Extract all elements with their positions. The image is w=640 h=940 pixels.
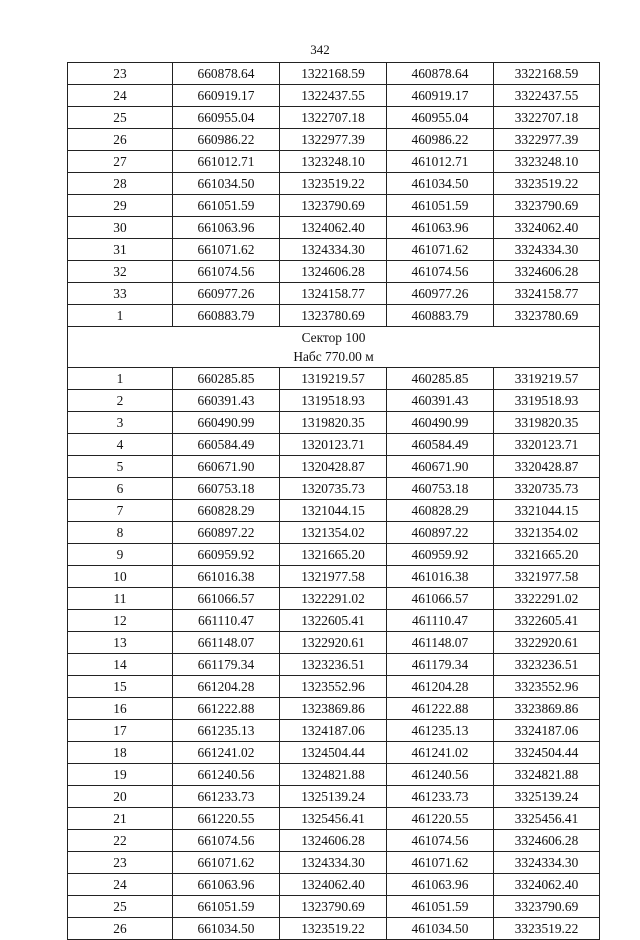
y-local-cell: 3325456.41 [494,808,600,830]
y-local-cell: 3323236.51 [494,654,600,676]
table-row [68,129,600,151]
x-coordinate-cell: 661074.56 [173,261,280,283]
y-coordinate-cell: 1324334.30 [280,852,387,874]
y-coordinate-cell: 1322291.02 [280,588,387,610]
x-coordinate-cell: 660671.90 [173,456,280,478]
table-row [68,610,600,632]
y-local-cell: 3321665.20 [494,544,600,566]
y-local-cell: 3324606.28 [494,261,600,283]
y-coordinate-cell: 1321977.58 [280,566,387,588]
y-coordinate-cell: 1322707.18 [280,107,387,129]
table-row [68,283,600,305]
x-coordinate-cell: 661051.59 [173,896,280,918]
y-local-cell: 3324334.30 [494,239,600,261]
y-local-cell: 3324606.28 [494,830,600,852]
y-coordinate-cell: 1324504.44 [280,742,387,764]
x-coordinate-cell: 660490.99 [173,412,280,434]
table-row [68,918,600,940]
section-title: Сектор 100 [301,330,366,345]
y-coordinate-cell: 1324334.30 [280,239,387,261]
y-coordinate-cell: 1321044.15 [280,500,387,522]
y-coordinate-cell: 1324187.06 [280,720,387,742]
point-number-cell: 32 [68,261,173,283]
y-local-cell: 3322437.55 [494,85,600,107]
point-number-cell: 28 [68,173,173,195]
y-local-cell: 3319518.93 [494,390,600,412]
point-number-cell: 26 [68,129,173,151]
point-number-cell: 30 [68,217,173,239]
x-coordinate-cell: 661110.47 [173,610,280,632]
x-coordinate-cell: 660883.79 [173,305,280,327]
section-cell [68,327,600,368]
x-local-cell: 460919.17 [387,85,494,107]
x-coordinate-cell: 661222.88 [173,698,280,720]
x-coordinate-cell: 660977.26 [173,283,280,305]
point-number-cell: 8 [68,522,173,544]
y-coordinate-cell: 1319219.57 [280,368,387,390]
point-number-cell: 7 [68,500,173,522]
section-header [68,327,600,368]
y-local-cell: 3322977.39 [494,129,600,151]
point-number-cell: 29 [68,195,173,217]
table-row [68,151,600,173]
y-local-cell: 3322291.02 [494,588,600,610]
y-coordinate-cell: 1322437.55 [280,85,387,107]
x-local-cell: 461222.88 [387,698,494,720]
x-local-cell: 461051.59 [387,896,494,918]
y-coordinate-cell: 1325456.41 [280,808,387,830]
point-number-cell: 9 [68,544,173,566]
x-coordinate-cell: 661034.50 [173,173,280,195]
point-number-cell: 24 [68,874,173,896]
x-coordinate-cell: 660285.85 [173,368,280,390]
x-local-cell: 461074.56 [387,261,494,283]
y-coordinate-cell: 1322605.41 [280,610,387,632]
point-number-cell: 22 [68,830,173,852]
table-row [68,412,600,434]
table-row [68,456,600,478]
x-coordinate-cell: 661241.02 [173,742,280,764]
x-local-cell: 461034.50 [387,173,494,195]
section-row [68,327,600,368]
x-local-cell: 460285.85 [387,368,494,390]
table-row [68,500,600,522]
point-number-cell: 11 [68,588,173,610]
table-row [68,720,600,742]
y-coordinate-cell: 1319518.93 [280,390,387,412]
y-coordinate-cell: 1324062.40 [280,874,387,896]
x-coordinate-cell: 660986.22 [173,129,280,151]
page-number: 342 [310,42,330,57]
x-coordinate-cell: 661240.56 [173,764,280,786]
table-row [68,654,600,676]
y-coordinate-cell: 1323780.69 [280,305,387,327]
y-local-cell: 3325139.24 [494,786,600,808]
point-number-cell: 15 [68,676,173,698]
y-coordinate-cell: 1324821.88 [280,764,387,786]
table-row [68,566,600,588]
y-coordinate-cell: 1324158.77 [280,283,387,305]
x-coordinate-cell: 660919.17 [173,85,280,107]
y-local-cell: 3321354.02 [494,522,600,544]
table-row [68,305,600,327]
table-row [68,896,600,918]
table-row [68,173,600,195]
x-coordinate-cell: 661016.38 [173,566,280,588]
y-local-cell: 3320735.73 [494,478,600,500]
y-coordinate-cell: 1323552.96 [280,676,387,698]
point-number-cell: 26 [68,918,173,940]
y-coordinate-cell: 1321354.02 [280,522,387,544]
x-coordinate-cell: 660584.49 [173,434,280,456]
table-row [68,698,600,720]
x-local-cell: 461179.34 [387,654,494,676]
table-row [68,808,600,830]
table-row [68,522,600,544]
y-local-cell: 3323869.86 [494,698,600,720]
section-height: Набс 770.00 м [293,349,374,364]
x-local-cell: 461016.38 [387,566,494,588]
x-local-cell: 461012.71 [387,151,494,173]
x-local-cell: 460753.18 [387,478,494,500]
y-coordinate-cell: 1321665.20 [280,544,387,566]
x-coordinate-cell: 661071.62 [173,852,280,874]
x-local-cell: 461071.62 [387,852,494,874]
table-row [68,830,600,852]
table-body-bottom [68,368,600,940]
table-row [68,239,600,261]
x-local-cell: 460584.49 [387,434,494,456]
table-row [68,195,600,217]
y-local-cell: 3324187.06 [494,720,600,742]
x-local-cell: 460977.26 [387,283,494,305]
y-local-cell: 3324504.44 [494,742,600,764]
y-coordinate-cell: 1323519.22 [280,918,387,940]
table-row [68,544,600,566]
x-coordinate-cell: 661179.34 [173,654,280,676]
y-local-cell: 3324334.30 [494,852,600,874]
x-local-cell: 461204.28 [387,676,494,698]
point-number-cell: 25 [68,896,173,918]
x-coordinate-cell: 660878.64 [173,63,280,85]
y-local-cell: 3323780.69 [494,305,600,327]
table-row [68,852,600,874]
x-local-cell: 460828.29 [387,500,494,522]
x-coordinate-cell: 661063.96 [173,874,280,896]
point-number-cell: 4 [68,434,173,456]
x-coordinate-cell: 661066.57 [173,588,280,610]
table-row [68,874,600,896]
x-local-cell: 461241.02 [387,742,494,764]
point-number-cell: 1 [68,305,173,327]
y-coordinate-cell: 1322977.39 [280,129,387,151]
table-row [68,786,600,808]
point-number-cell: 21 [68,808,173,830]
point-number-cell: 23 [68,852,173,874]
point-number-cell: 18 [68,742,173,764]
y-local-cell: 3323519.22 [494,918,600,940]
point-number-cell: 6 [68,478,173,500]
x-coordinate-cell: 660897.22 [173,522,280,544]
y-coordinate-cell: 1323236.51 [280,654,387,676]
x-local-cell: 460490.99 [387,412,494,434]
table-row [68,764,600,786]
x-local-cell: 460955.04 [387,107,494,129]
y-local-cell: 3322920.61 [494,632,600,654]
point-number-cell: 27 [68,151,173,173]
table-row [68,368,600,390]
point-number-cell: 2 [68,390,173,412]
y-coordinate-cell: 1323519.22 [280,173,387,195]
y-coordinate-cell: 1322168.59 [280,63,387,85]
y-local-cell: 3322168.59 [494,63,600,85]
point-number-cell: 10 [68,566,173,588]
x-local-cell: 461066.57 [387,588,494,610]
y-local-cell: 3324821.88 [494,764,600,786]
x-coordinate-cell: 660753.18 [173,478,280,500]
x-local-cell: 461148.07 [387,632,494,654]
x-local-cell: 460986.22 [387,129,494,151]
x-local-cell: 461220.55 [387,808,494,830]
table-row [68,434,600,456]
x-local-cell: 461235.13 [387,720,494,742]
table-row [68,742,600,764]
y-local-cell: 3323552.96 [494,676,600,698]
x-local-cell: 461063.96 [387,874,494,896]
y-local-cell: 3320123.71 [494,434,600,456]
y-coordinate-cell: 1323790.69 [280,195,387,217]
point-number-cell: 1 [68,368,173,390]
table-row [68,217,600,239]
point-number-cell: 3 [68,412,173,434]
y-coordinate-cell: 1320123.71 [280,434,387,456]
table-row [68,261,600,283]
coordinates-table [67,62,600,940]
y-coordinate-cell: 1322920.61 [280,632,387,654]
x-coordinate-cell: 660828.29 [173,500,280,522]
y-local-cell: 3323519.22 [494,173,600,195]
point-number-cell: 31 [68,239,173,261]
y-local-cell: 3319219.57 [494,368,600,390]
point-number-cell: 25 [68,107,173,129]
point-number-cell: 17 [68,720,173,742]
y-local-cell: 3323248.10 [494,151,600,173]
table-row [68,85,600,107]
x-local-cell: 461034.50 [387,918,494,940]
x-local-cell: 461233.73 [387,786,494,808]
x-coordinate-cell: 661034.50 [173,918,280,940]
table-row [68,390,600,412]
point-number-cell: 20 [68,786,173,808]
y-coordinate-cell: 1323790.69 [280,896,387,918]
x-local-cell: 461063.96 [387,217,494,239]
point-number-cell: 12 [68,610,173,632]
y-coordinate-cell: 1323248.10 [280,151,387,173]
x-coordinate-cell: 661235.13 [173,720,280,742]
x-local-cell: 460878.64 [387,63,494,85]
x-local-cell: 460883.79 [387,305,494,327]
x-local-cell: 461110.47 [387,610,494,632]
x-coordinate-cell: 661063.96 [173,217,280,239]
x-coordinate-cell: 661074.56 [173,830,280,852]
x-local-cell: 461051.59 [387,195,494,217]
x-coordinate-cell: 660391.43 [173,390,280,412]
x-local-cell: 460959.92 [387,544,494,566]
table-row [68,676,600,698]
y-local-cell: 3324062.40 [494,217,600,239]
point-number-cell: 16 [68,698,173,720]
x-coordinate-cell: 661204.28 [173,676,280,698]
y-coordinate-cell: 1320735.73 [280,478,387,500]
x-coordinate-cell: 661012.71 [173,151,280,173]
table-row [68,588,600,610]
point-number-cell: 24 [68,85,173,107]
x-local-cell: 460391.43 [387,390,494,412]
y-coordinate-cell: 1324606.28 [280,830,387,852]
y-coordinate-cell: 1324606.28 [280,261,387,283]
y-coordinate-cell: 1319820.35 [280,412,387,434]
y-local-cell: 3321977.58 [494,566,600,588]
x-local-cell: 461240.56 [387,764,494,786]
y-coordinate-cell: 1324062.40 [280,217,387,239]
y-local-cell: 3322707.18 [494,107,600,129]
y-local-cell: 3320428.87 [494,456,600,478]
y-coordinate-cell: 1325139.24 [280,786,387,808]
table-row [68,63,600,85]
x-local-cell: 461074.56 [387,830,494,852]
table-row [68,478,600,500]
y-local-cell: 3323790.69 [494,896,600,918]
y-coordinate-cell: 1323869.86 [280,698,387,720]
y-local-cell: 3324158.77 [494,283,600,305]
y-local-cell: 3322605.41 [494,610,600,632]
y-local-cell: 3321044.15 [494,500,600,522]
y-local-cell: 3323790.69 [494,195,600,217]
point-number-cell: 33 [68,283,173,305]
point-number-cell: 13 [68,632,173,654]
x-coordinate-cell: 661233.73 [173,786,280,808]
x-local-cell: 460897.22 [387,522,494,544]
point-number-cell: 23 [68,63,173,85]
x-coordinate-cell: 661148.07 [173,632,280,654]
x-coordinate-cell: 661071.62 [173,239,280,261]
x-coordinate-cell: 660955.04 [173,107,280,129]
y-coordinate-cell: 1320428.87 [280,456,387,478]
y-local-cell: 3319820.35 [494,412,600,434]
y-local-cell: 3324062.40 [494,874,600,896]
point-number-cell: 14 [68,654,173,676]
x-local-cell: 460671.90 [387,456,494,478]
point-number-cell: 19 [68,764,173,786]
x-local-cell: 461071.62 [387,239,494,261]
x-coordinate-cell: 661051.59 [173,195,280,217]
x-coordinate-cell: 661220.55 [173,808,280,830]
table-row [68,107,600,129]
point-number-cell: 5 [68,456,173,478]
table-row [68,632,600,654]
table-body-top [68,63,600,327]
x-coordinate-cell: 660959.92 [173,544,280,566]
